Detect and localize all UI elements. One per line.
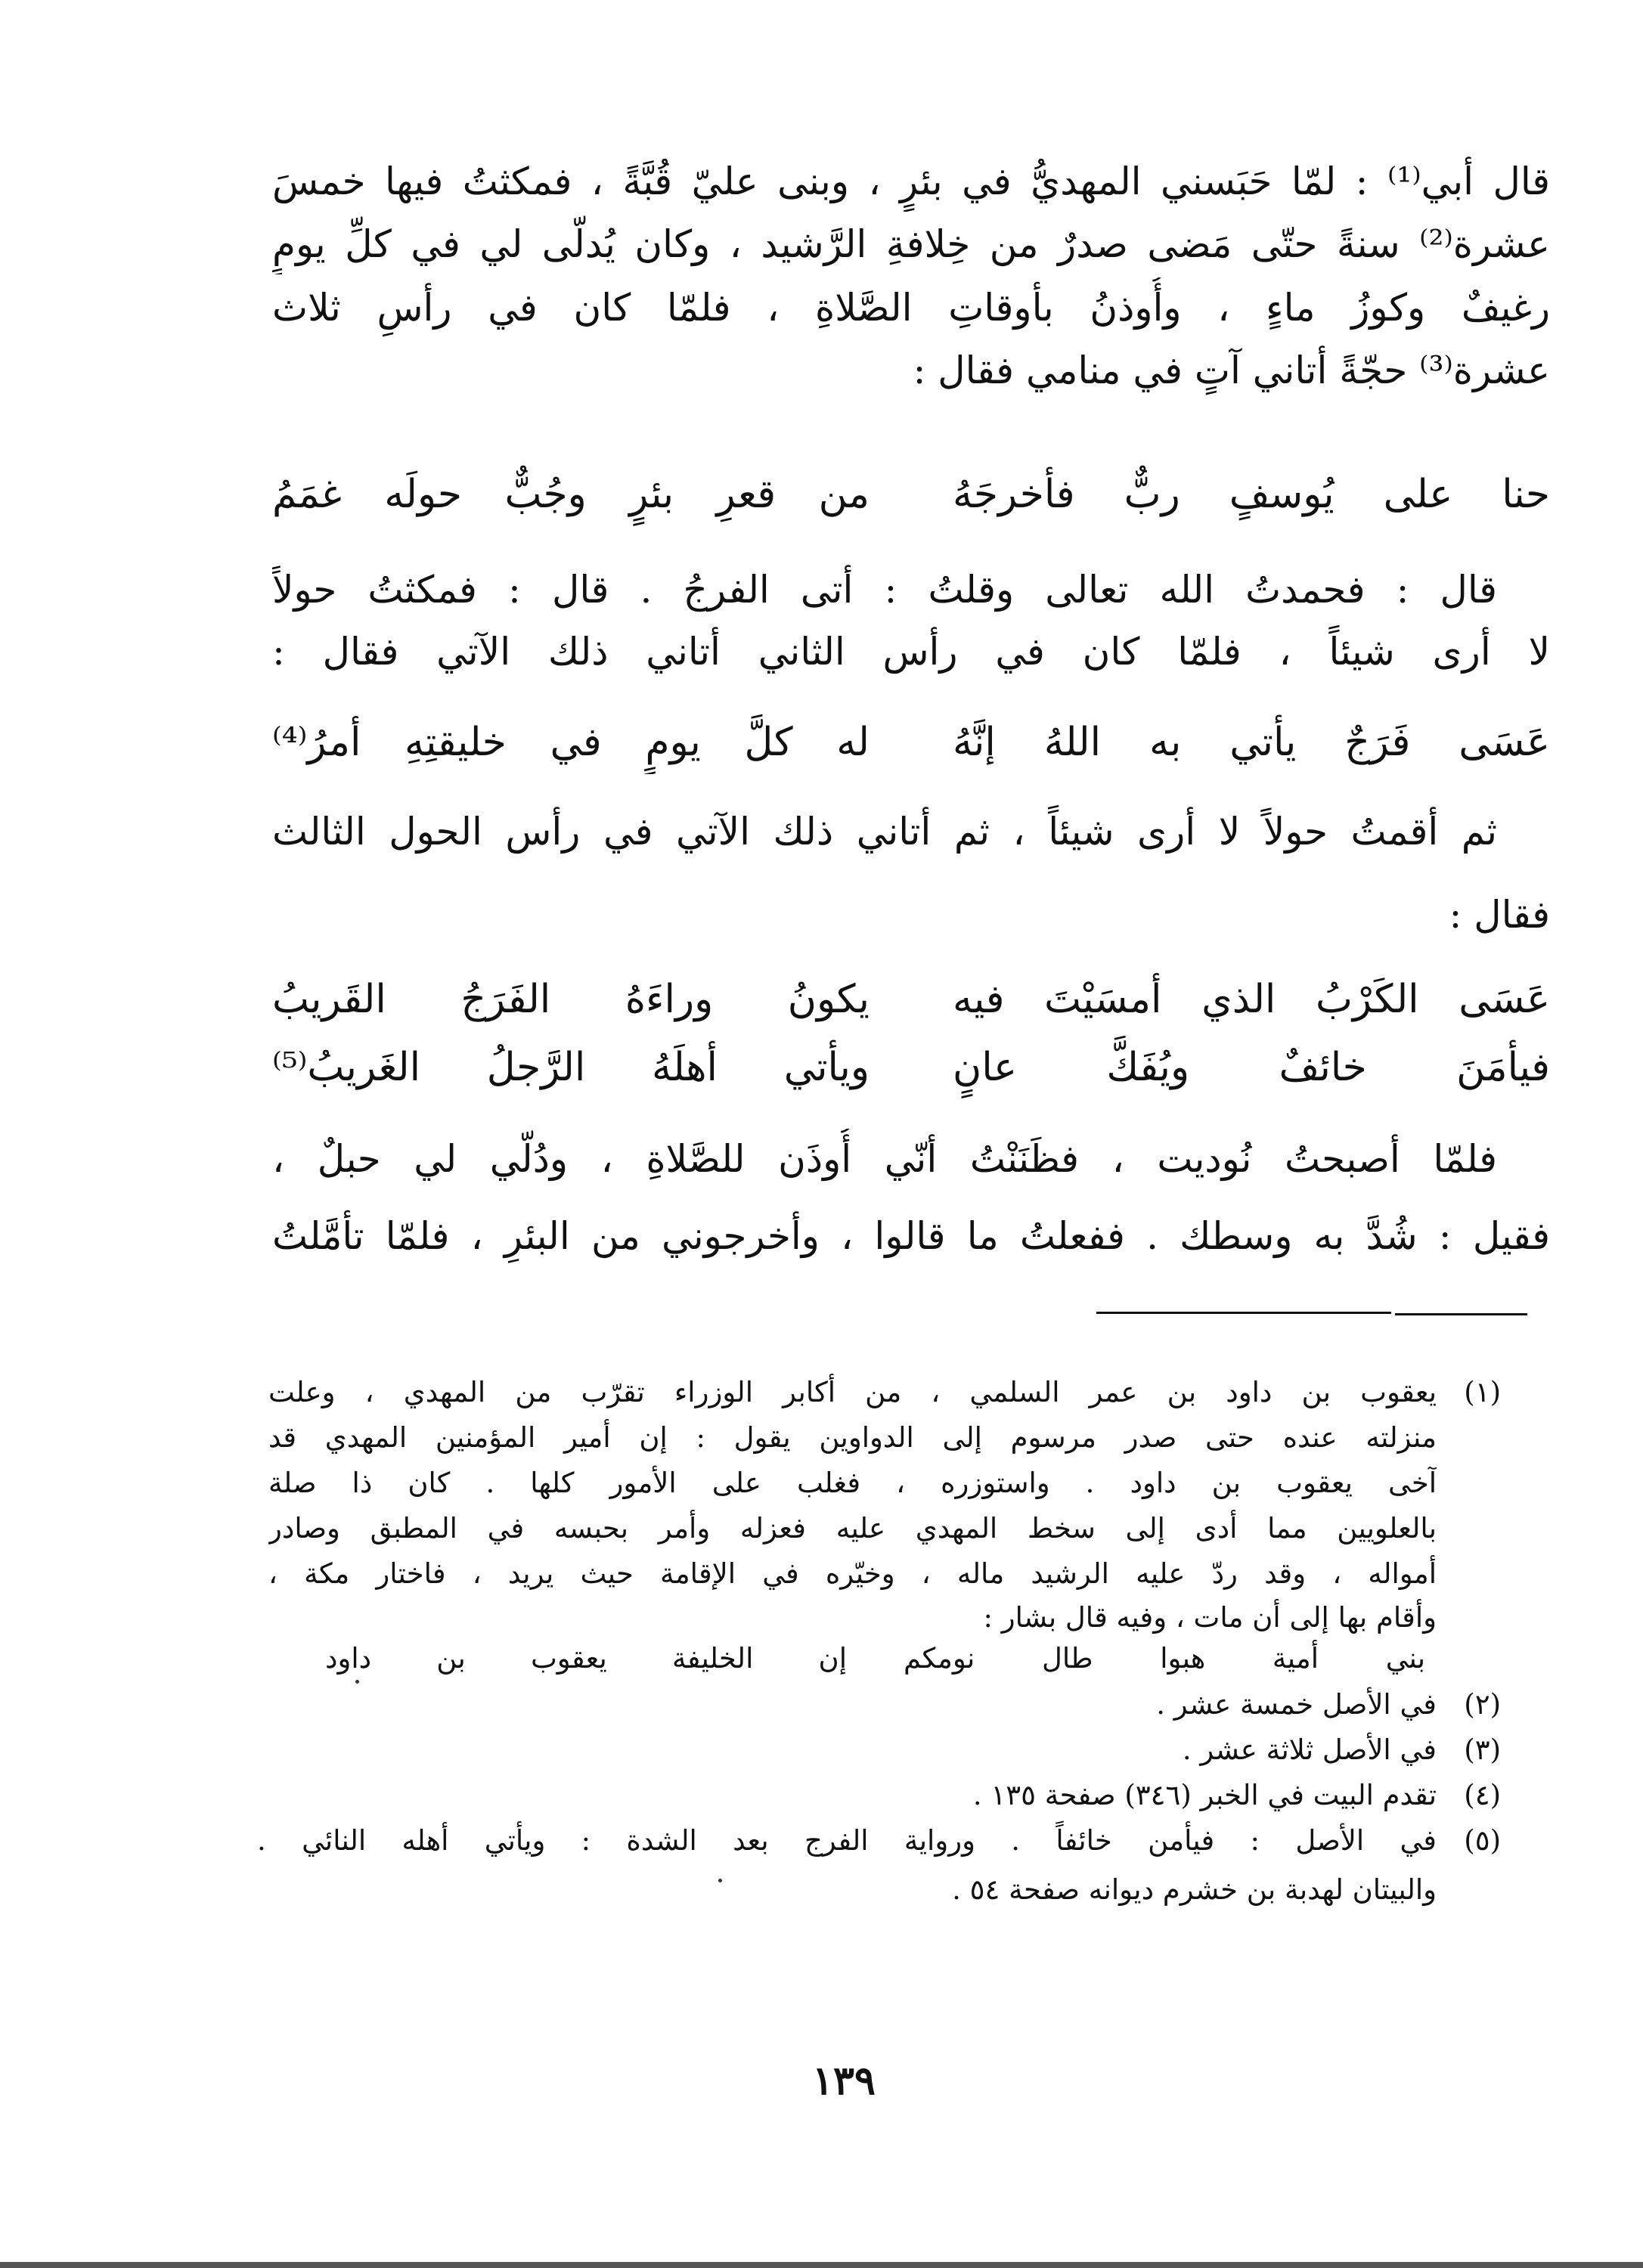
footnote-line: في الأصل خمسة عشر .	[1156, 1688, 1437, 1721]
footnote-line: آخى يعقوب بن داود . واستوزره ، فغلب على الأمور كلها . كان ذا صلة	[268, 1467, 1437, 1499]
verse-first-hemistich: عَسَى فَرَجٌ يأتي به اللهُ إنَّهُ	[953, 720, 1550, 765]
main-text-line: ثم أقمتُ حولاً لا أرى شيئاً ، ثم أتاني ذلك الآتي في رأس الحول الثالث	[272, 810, 1497, 854]
verse-first-hemistich: حنا على يُوسفٍ ربٌّ فأخرجَهُ	[953, 472, 1550, 517]
verse-first-hemistich: بني أمية هبوا طال نومكم	[904, 1642, 1425, 1675]
footnote-separator	[1395, 1313, 1527, 1315]
footnote-verse	[325, 1636, 1425, 1681]
verse-first-hemistich: فيأمَنَ خائفٌ ويُفَكَّ عانٍ	[953, 1045, 1550, 1090]
scan-speck	[355, 1680, 359, 1684]
footnote-line: منزلته عنده حتى صدر مرسوم إلى الدواوين يقول : إن أمير المؤمنين المهدي قد	[268, 1421, 1437, 1454]
footnote-line: في الأصل : فيأمن خائفاً . ورواية الفرج بعد الشدة : ويأتي أهله النائي .	[257, 1824, 1437, 1857]
poem-verse	[272, 463, 1550, 526]
verse-first-hemistich: عَسَى الكَرْبُ الذي أمسَيْتَ فيه	[953, 977, 1550, 1022]
verse-second-hemistich: إن الخليفة يعقوب بن داود	[325, 1642, 847, 1675]
page-number: ١٣٩	[812, 2058, 876, 2104]
verse-second-hemistich: يكونُ وراءَهُ الفَرَجُ القَريبُ	[272, 977, 870, 1022]
footnote-line: بالعلويين مما أدى إلى سخط المهدي عليه فعزله وأمر بحبسه في المطبق وصادر	[268, 1512, 1437, 1545]
footnote-line: والبيتان لهدبة بن خشرم ديوانه صفحة ٥٤ .	[952, 1873, 1437, 1906]
scan-edge	[0, 2262, 1643, 2268]
footnote-line: وأقام بها إلى أن مات ، وفيه قال بشار :	[983, 1601, 1437, 1634]
footnote-number: (٥)	[1464, 1824, 1501, 1857]
main-text-line: فلمّا أصبحتُ نُوديت ، فظَنَنْتُ أنّي أُوذَن للصَّلاةِ ، ودُلّي لي حبلٌ ،	[272, 1137, 1497, 1181]
main-text-line: قال : فحمدتُ الله تعالى وقلتُ : أتى الفرجُ . قال : فمكثتُ حولاً	[272, 568, 1497, 612]
footnote-line: في الأصل ثلاثة عشر .	[1182, 1734, 1437, 1766]
poem-verse	[272, 1036, 1550, 1099]
poem-verse	[272, 968, 1550, 1031]
footnote-line: يعقوب بن داود بن عمر السلمي ، من أكابر الوزراء تقرّب من المهدي ، وعلت	[268, 1376, 1437, 1408]
main-text-line: عشرة⁽³⁾ حجّةً أتاني آتٍ في منامي فقال :	[913, 349, 1550, 392]
footnote-number: (١)	[1464, 1376, 1501, 1408]
poem-verse	[272, 711, 1550, 774]
main-text-line: لا أرى شيئاً ، فلمّا كان في رأس الثاني أتاني ذلك الآتي فقال :	[272, 630, 1550, 674]
footnote-number: (٣)	[1464, 1734, 1501, 1766]
main-text-line: فقال :	[1449, 893, 1550, 937]
footnote-separator	[1096, 1312, 1391, 1314]
footnote-number: (٤)	[1464, 1779, 1501, 1811]
footnote-number: (٢)	[1464, 1688, 1501, 1721]
main-text-line: رغيفٌ وكوزُ ماءٍ ، وأُوذنُ بأوقاتِ الصَّلاةِ ، فلمّا كان في رأسِ ثلاث	[272, 286, 1550, 330]
scan-speck	[718, 1879, 722, 1882]
verse-second-hemistich: له كلَّ يومٍ في خليقتِهِ أمرُ⁽⁴⁾	[272, 720, 870, 765]
main-text-line: عشرة⁽²⁾ سنةً حتّى مَضى صدرٌ من خِلافةِ الرَّشيد ، وكان يُدلّى لي في كلِّ يومٍ	[272, 222, 1550, 266]
main-text-line: قال أبي⁽¹⁾ : لمّا حَبَسني المهديُّ في بئرٍ ، وبنى عليّ قُبَّةً ، فمكثتُ فيها خمسَ	[272, 160, 1550, 203]
footnote-line: أمواله ، وقد ردّ عليه الرشيد ماله ، وخيّره في الإقامة حيث يريد ، فاختار مكة ،	[268, 1557, 1437, 1590]
verse-second-hemistich: من قعرِ بئرٍ وجُبٌّ حولَه غمَمُ	[272, 472, 870, 517]
main-text-line: فقيل : شُدَّ به وسطك . ففعلتُ ما قالوا ، وأخرجوني من البئرِ ، فلمّا تأمَّلتُ	[272, 1214, 1550, 1258]
verse-second-hemistich: ويأتي أهلَهُ الرَّجلُ الغَريبُ⁽⁵⁾	[272, 1045, 870, 1090]
footnote-line: تقدم البيت في الخبر (٣٤٦) صفحة ١٣٥ .	[972, 1779, 1437, 1811]
